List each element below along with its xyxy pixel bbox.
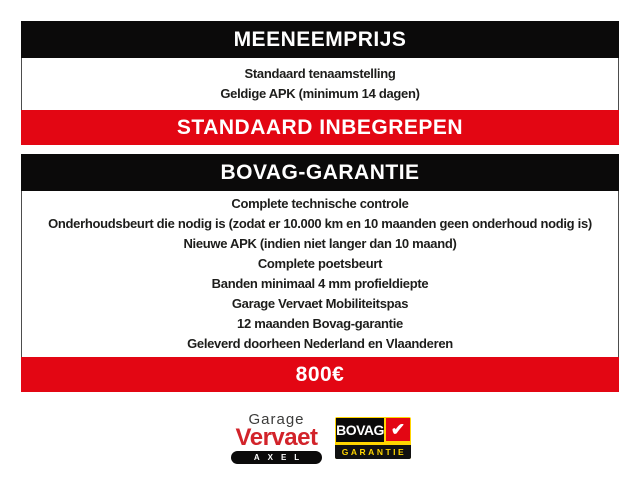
garantie-line: Nieuwe APK (indien niet langer dan 10 maand) — [183, 236, 457, 251]
garantie-line: Geleverd doorheen Nederland en Vlaanderen — [187, 336, 453, 351]
garantie-line: 12 maanden Bovag-garantie — [237, 316, 403, 331]
garantie-line: Complete poetsbeurt — [257, 256, 383, 271]
price-banner — [21, 357, 619, 392]
garantie-line: Banden minimaal 4 mm profieldiepte — [211, 276, 429, 291]
logo-row — [0, 412, 640, 464]
bovag-logo-garantie-bar: GARANTIE — [335, 445, 411, 459]
garantie-line: Onderhoudsbeurt die nodig is (zodat er 10.000 km en 10 maanden geen onderhoud nodig is) — [48, 216, 592, 231]
bovag-garantie-header-banner — [21, 154, 619, 191]
vervaet-logo-axel-pill: AXEL — [231, 451, 322, 464]
bovag-garantie-body — [21, 191, 619, 357]
meeneemprijs-body — [21, 58, 619, 110]
bovag-checkmark-icon: ✔ — [386, 418, 410, 441]
bovag-logo-name-box: BOVAG — [336, 418, 384, 442]
standaard-inbegrepen-banner — [21, 110, 619, 145]
bovag-garantie-card — [21, 154, 619, 392]
bovag-garantie-title: BOVAG-GARANTIE — [220, 160, 420, 184]
meeneemprijs-title: MEENEEMPRIJS — [233, 27, 407, 51]
meeneemprijs-line: Geldige APK (minimum 14 dagen) — [220, 86, 420, 101]
vervaet-logo-garage-text: Garage — [248, 411, 305, 428]
meeneemprijs-line: Standaard tenaamstelling — [244, 66, 396, 81]
bovag-logo-top — [335, 417, 411, 444]
standaard-inbegrepen-label: STANDAARD INBEGREPEN — [176, 115, 464, 139]
garantie-line: Complete technische controle — [231, 196, 409, 211]
garantie-line: Garage Vervaet Mobiliteitspas — [231, 296, 409, 311]
meeneemprijs-card — [21, 21, 619, 145]
meeneemprijs-header-banner — [21, 21, 619, 58]
price-label: 800€ — [295, 362, 345, 386]
vervaet-logo-name-text: Vervaet — [235, 424, 318, 451]
bovag-garantie-logo — [335, 417, 411, 459]
garage-vervaet-logo — [229, 412, 324, 464]
